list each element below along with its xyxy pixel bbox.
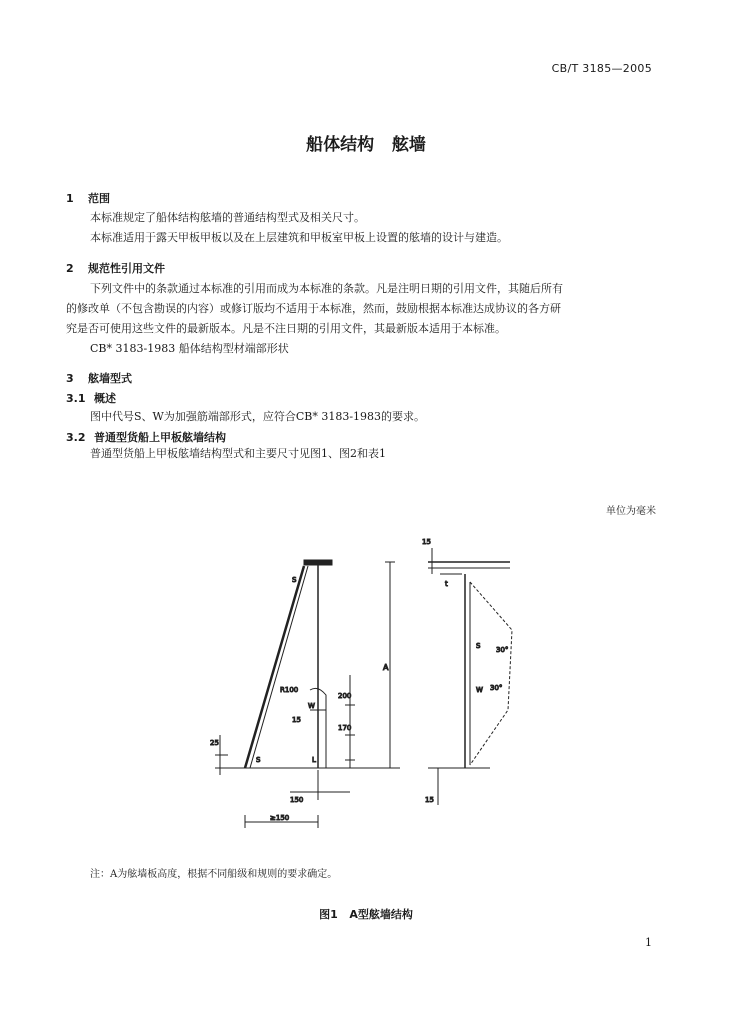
section-3-heading	[66, 370, 132, 386]
end-type-w-front: W	[476, 686, 483, 694]
document-title: 船体结构 舷墙	[306, 135, 426, 155]
top-rail	[304, 560, 332, 565]
section-1-paragraph-1: 本标准规定了船体结构舷墙的普通结构型式及相关尺寸。	[90, 211, 365, 224]
dim-label-ge150: ≥150	[270, 814, 290, 822]
unit-label: 单位为毫米	[606, 506, 656, 517]
dim-label-15: 15	[292, 716, 301, 724]
side-section-view	[215, 560, 400, 828]
subsection-3-1-text: 图中代号S、W为加强筋端部形式，应符合CB* 3183-1983的要求。	[90, 410, 426, 423]
bulwark-stay	[245, 566, 304, 768]
dim-label-15-bottom: 15	[425, 796, 434, 804]
dim-label-15-top: 15	[422, 538, 431, 546]
section-title: 范围	[88, 192, 110, 205]
subsection-3-2-heading	[66, 429, 226, 445]
subsection-title: 普通型货船上甲板舷墙结构	[94, 431, 226, 444]
section-1-paragraph-2: 本标准适用于露天甲板甲板以及在上层建筑和甲板室甲板上设置的舷墙的设计与建造。	[90, 231, 508, 244]
subsection-3-2-text: 普通型货船上甲板舷墙结构型式和主要尺寸见图1、图2和表1	[90, 447, 386, 460]
normative-reference: CB* 3183-1983 船体结构型材端部形状	[90, 342, 289, 355]
section-number: 3	[66, 372, 74, 385]
bulwark-stay-edge	[250, 566, 308, 768]
dim-label-30deg: 30°	[496, 646, 509, 654]
end-type-w: W	[308, 702, 315, 710]
subsection-title: 概述	[94, 392, 116, 405]
end-type-s-bottom: S	[256, 756, 261, 764]
page-number: 1	[645, 936, 652, 949]
dim-label-30deg-2: 30°	[490, 684, 503, 692]
bulwark-structure-drawing	[200, 530, 540, 850]
stay-outline-front	[470, 582, 512, 765]
section-1-heading	[66, 190, 110, 206]
section-title: 规范性引用文件	[88, 262, 165, 275]
section-number: 1	[66, 192, 74, 205]
dim-label-150: 150	[290, 796, 304, 804]
figure-caption: 图1 A型舷墙结构	[319, 908, 413, 921]
subsection-number: 3.2	[66, 431, 86, 444]
dim-label-25: 25	[210, 739, 219, 747]
dim-label-a: A	[383, 663, 389, 672]
subsection-number: 3.1	[66, 392, 86, 405]
section-2-paragraph-line-2: 的修改单（不包含勘误的内容）或修订版均不适用于本标准，然而，鼓励根据本标准达成协议的各方研	[66, 302, 561, 315]
dim-label-170: 170	[338, 724, 352, 732]
section-number: 2	[66, 262, 74, 275]
section-2-paragraph-line-1: 下列文件中的条款通过本标准的引用而成为本标准的条款。凡是注明日期的引用文件，其随后所有	[90, 282, 563, 295]
dim-label-r100: R100	[280, 686, 299, 694]
standard-code: CB/T 3185—2005	[551, 62, 652, 75]
front-view	[428, 548, 512, 805]
end-type-s: S	[292, 576, 297, 584]
label-t: t	[445, 580, 448, 588]
end-type-s-front: S	[476, 642, 481, 650]
dim-label-200: 200	[338, 692, 352, 700]
section-2-heading	[66, 260, 165, 276]
subsection-3-1-heading	[66, 390, 116, 406]
figure-note: 注：A为舷墙板高度，根据不同船级和规则的要求确定。	[90, 869, 338, 880]
label-l: L	[312, 756, 316, 764]
section-title: 舷墙型式	[88, 372, 132, 385]
section-2-paragraph-line-3: 究是否可使用这些文件的最新版本。凡是不注日期的引用文件，其最新版本适用于本标准。	[66, 322, 506, 335]
